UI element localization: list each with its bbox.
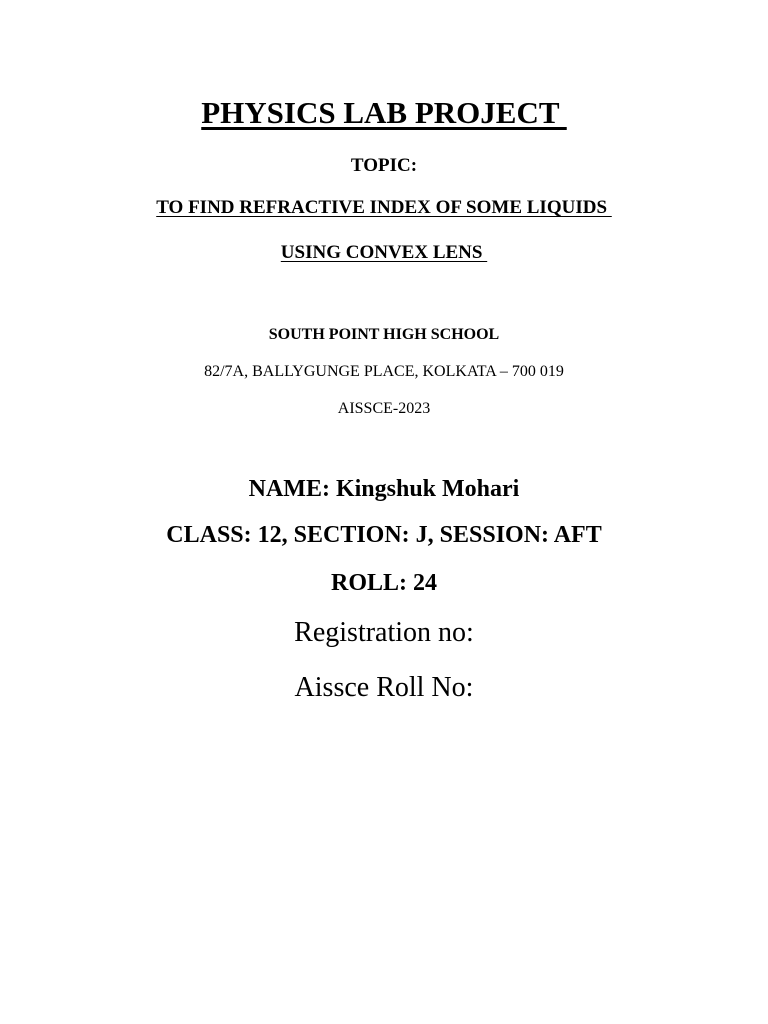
exam-year: AISSCE-2023 bbox=[337, 400, 431, 417]
student-class-section: CLASS: 12, SECTION: J, SESSION: AFT bbox=[166, 522, 602, 548]
student-roll: ROLL: 24 bbox=[330, 570, 437, 596]
project-title: PHYSICS LAB PROJECT bbox=[201, 95, 567, 130]
topic-label: TOPIC: bbox=[350, 155, 418, 176]
registration-number-label: Registration no: bbox=[294, 617, 474, 648]
school-name: SOUTH POINT HIGH SCHOOL bbox=[268, 326, 500, 343]
topic-line-1: TO FIND REFRACTIVE INDEX OF SOME LIQUIDS bbox=[156, 197, 612, 218]
student-name: NAME: Kingshuk Mohari bbox=[248, 476, 520, 502]
aissce-roll-label: Aissce Roll No: bbox=[294, 672, 474, 703]
topic-line-2: USING CONVEX LENS bbox=[280, 242, 488, 263]
school-address: 82/7A, BALLYGUNGE PLACE, KOLKATA – 700 019 bbox=[204, 363, 564, 380]
